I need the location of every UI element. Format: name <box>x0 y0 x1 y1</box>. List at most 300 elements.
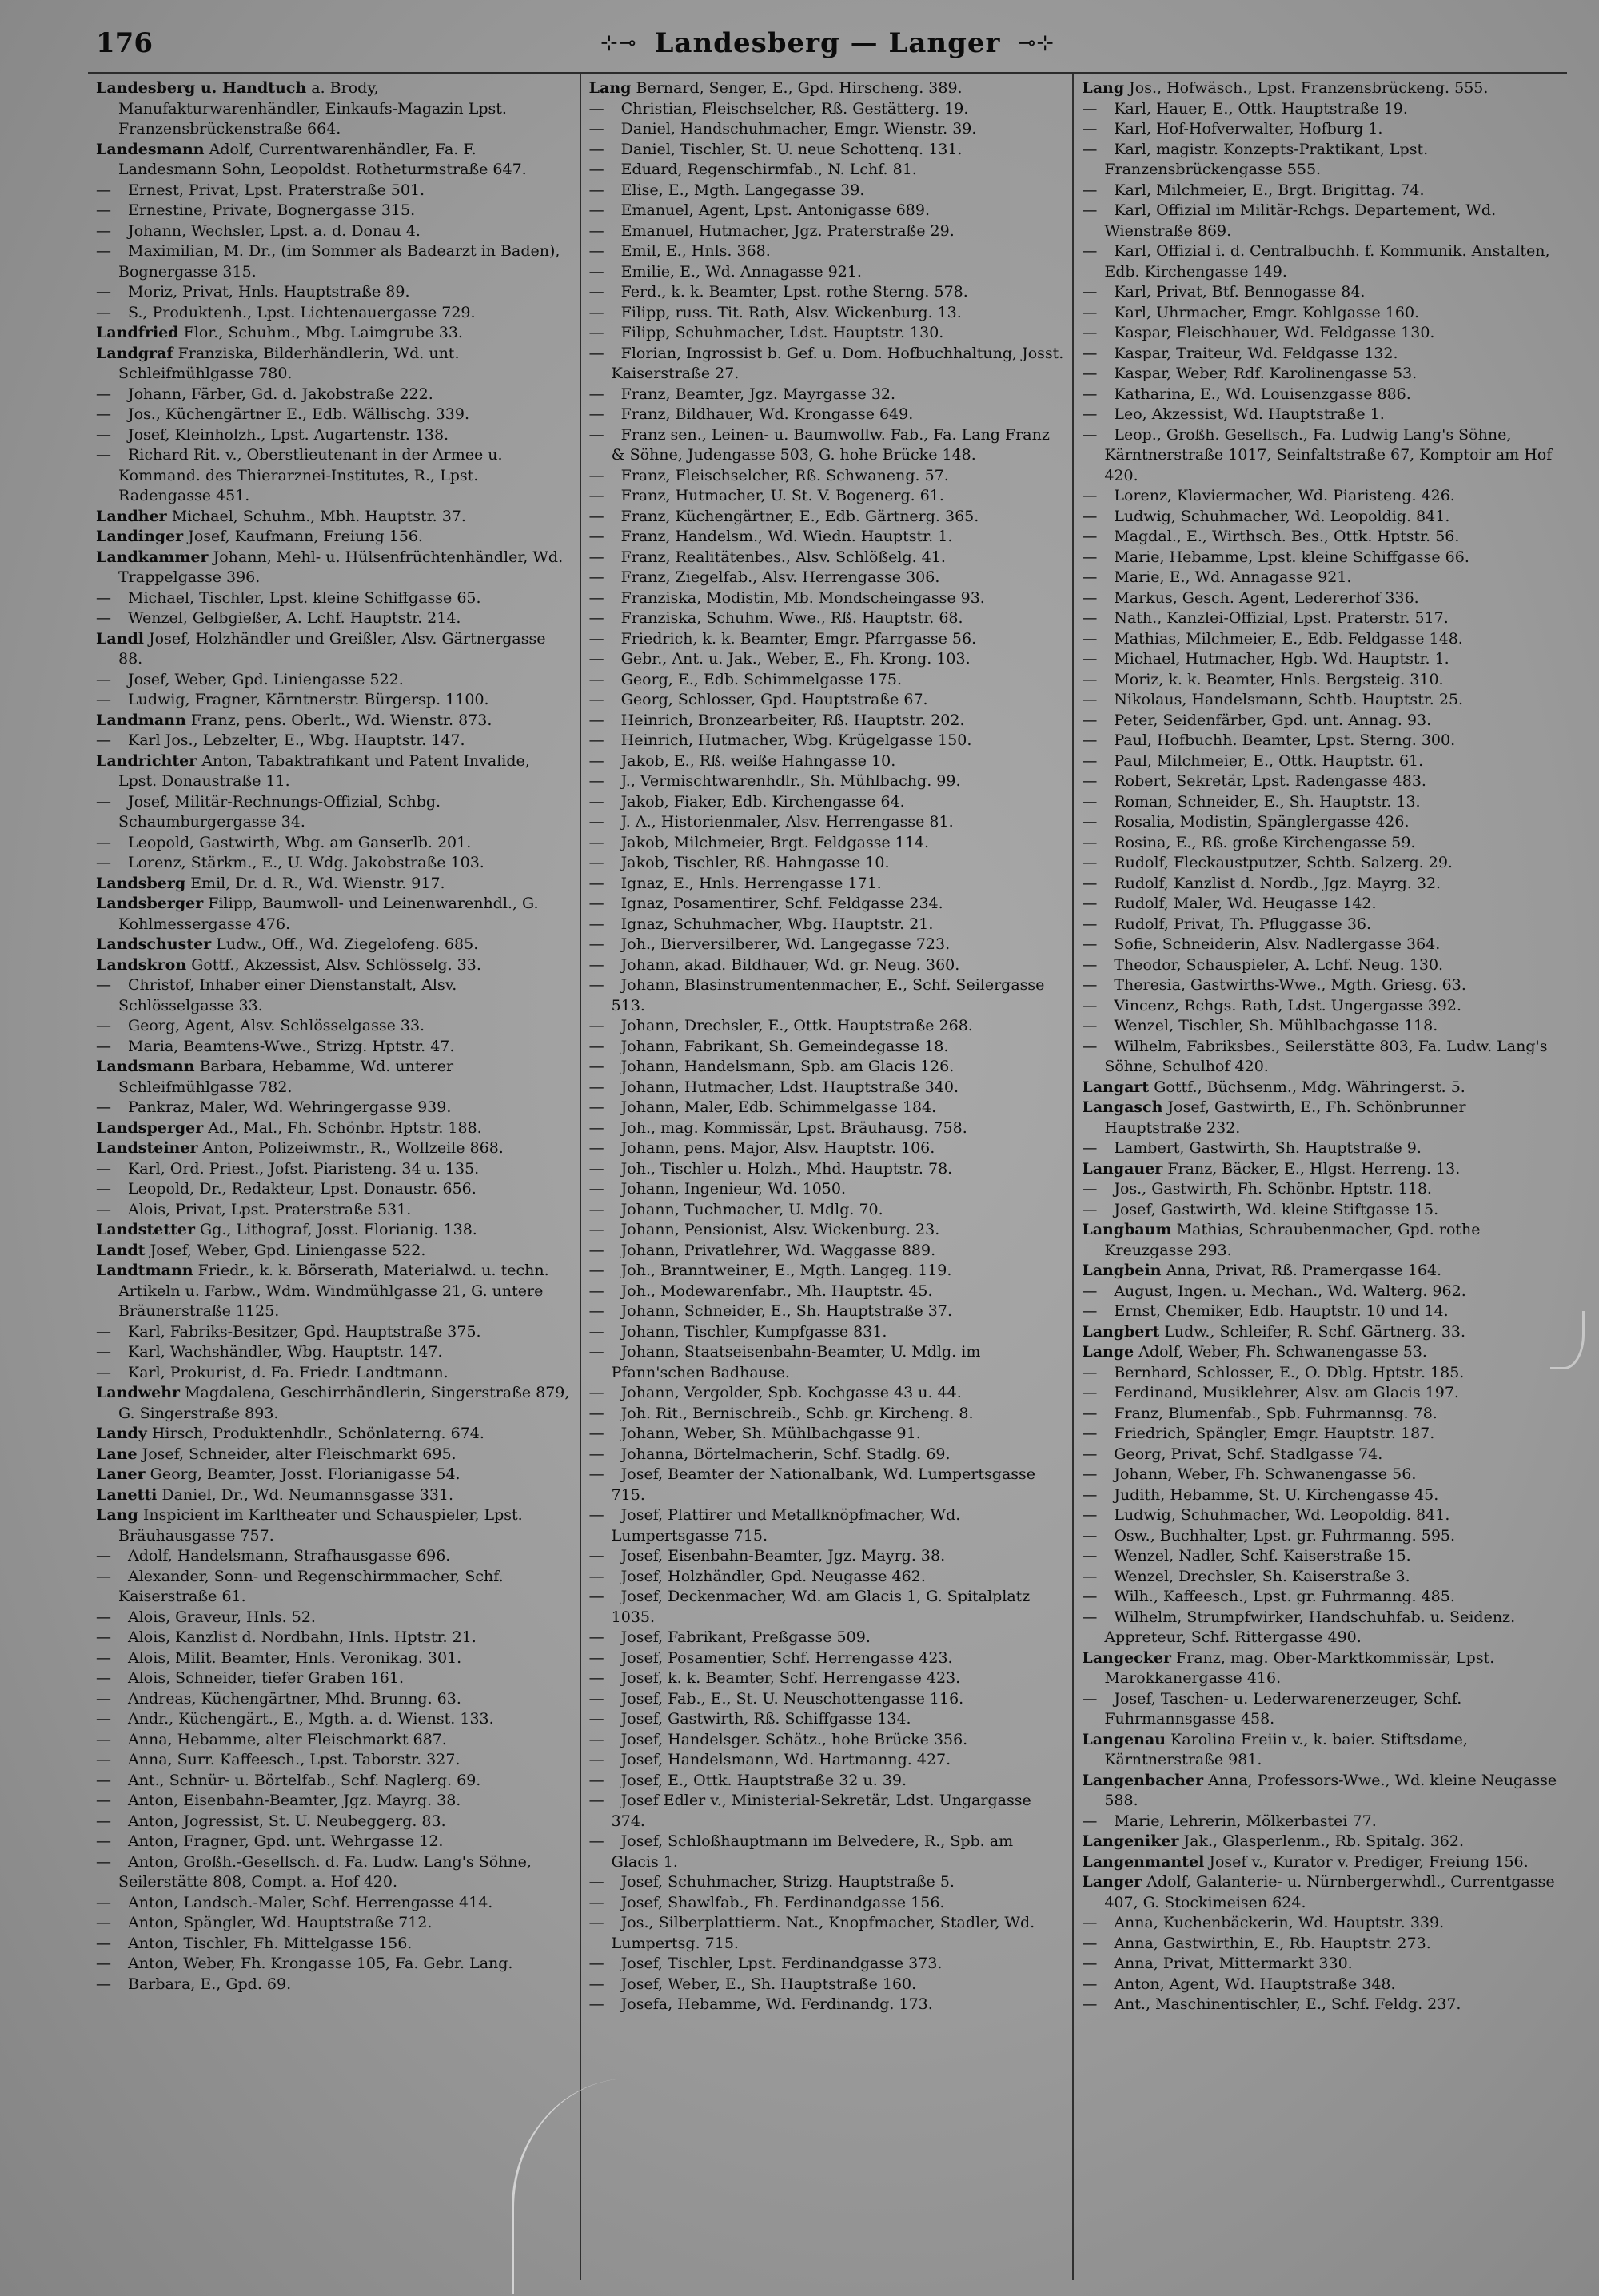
entry-text: Daniel, Handschuhmacher, Emgr. Wienstr. 39. <box>620 120 977 138</box>
entry-surname: Landskron <box>96 955 187 974</box>
directory-entry <box>1082 792 1559 813</box>
ditto-dash: — <box>1082 1139 1098 1157</box>
ditto-dash: — <box>588 487 604 504</box>
entry-text: Johann, Staatseisenbahn-Beamter, U. Mdlg. im Pfann'schen Badhause. <box>611 1343 981 1381</box>
page-number: 176 <box>96 27 153 59</box>
ditto-dash: — <box>588 1302 604 1320</box>
ditto-dash: — <box>588 466 604 484</box>
ditto-dash: — <box>1082 303 1098 321</box>
ditto-dash: — <box>1082 650 1098 668</box>
directory-entry <box>96 1893 572 1914</box>
entry-text: Johann, Schneider, E., Sh. Hauptstraße 37. <box>620 1302 953 1320</box>
ditto-dash: — <box>588 772 604 790</box>
entry-text: Friedrich, k. k. Beamter, Emgr. Pfarrgasse 56. <box>620 629 977 648</box>
entry-surname: Landgraf <box>96 344 173 362</box>
directory-entry <box>589 670 1065 691</box>
ditto-dash: — <box>1082 1588 1098 1605</box>
directory-entry <box>589 568 1065 588</box>
entry-text: Wenzel, Gelbgießer, A. Lchf. Hauptstr. 214. <box>128 609 461 627</box>
entry-text: Eduard, Regenschirmfab., N. Lchf. 81. <box>620 161 917 178</box>
entry-surname: Landstetter <box>96 1221 195 1238</box>
entry-text: Ferdinand, Musiklehrer, Alsv. am Glacis 197. <box>1114 1384 1459 1401</box>
ditto-dash: — <box>588 1343 604 1361</box>
entry-text: Pankraz, Maler, Wd. Wehringergasse 939. <box>128 1098 452 1116</box>
directory-entry <box>96 385 572 405</box>
directory-entry <box>1082 1872 1559 1913</box>
ditto-dash: — <box>588 1567 604 1585</box>
ditto-dash: — <box>588 181 604 199</box>
ditto-dash: — <box>1082 1506 1098 1524</box>
directory-entry <box>1082 1424 1559 1445</box>
directory-entry <box>589 1587 1065 1628</box>
entry-surname: Landesberg u. Handtuch <box>96 79 307 97</box>
entry-text: Johann, Pensionist, Alsv. Wickenburg. 23. <box>620 1221 940 1238</box>
entry-text: Gg., Lithograf, Josst. Florianig. 138. <box>200 1221 477 1238</box>
directory-entry <box>96 1322 572 1343</box>
ditto-dash: — <box>588 1180 604 1198</box>
entry-surname: Langart <box>1082 1078 1150 1096</box>
entry-text: Jak., Glasperlenm., Rb. Spitalg. 362. <box>1183 1832 1465 1850</box>
ditto-dash: — <box>96 609 111 627</box>
ditto-dash: — <box>1082 833 1098 851</box>
directory-entry <box>589 1567 1065 1588</box>
ditto-dash: — <box>588 1404 604 1422</box>
directory-entry <box>589 1546 1065 1567</box>
directory-entry <box>96 1485 572 1506</box>
entry-text: Josef, Kleinholzh., Lpst. Augartenstr. 138. <box>128 425 449 444</box>
ditto-dash: — <box>96 1975 111 1993</box>
entry-text: Florian, Ingrossist b. Gef. u. Dom. Hofbuchhaltung, Josst. Kaiserstraße 27. <box>611 344 1064 382</box>
entry-surname: Langecker <box>1082 1648 1172 1667</box>
entry-text: Anna, Gastwirthin, E., Rb. Hauptstr. 273. <box>1114 1934 1431 1952</box>
ditto-dash: — <box>588 507 604 525</box>
directory-entry <box>96 1200 572 1221</box>
directory-entry <box>96 1934 572 1955</box>
entry-surname: Landfried <box>96 324 179 341</box>
ditto-dash: — <box>588 691 604 708</box>
ditto-dash: — <box>1082 1812 1098 1830</box>
directory-entry <box>1082 853 1559 874</box>
entry-text: Franz sen., Leinen- u. Baumwollw. Fab., Fa. Lang Franz & Söhne, Judengasse 503, G. hohe Brücke 148. <box>611 425 1050 464</box>
directory-entry <box>589 1730 1065 1751</box>
ditto-dash: — <box>588 242 604 260</box>
directory-entry <box>96 282 572 303</box>
entry-text: Gottf., Akzessist, Alsv. Schlösselg. 33. <box>191 955 481 974</box>
directory-entry <box>96 1709 572 1730</box>
directory-entry <box>96 1465 572 1485</box>
directory-entry <box>96 1159 572 1180</box>
directory-entry <box>96 1689 572 1710</box>
entry-text: Wilh., Kaffeesch., Lpst. gr. Fuhrmanng. 485. <box>1114 1588 1455 1605</box>
entry-surname: Landher <box>96 507 167 525</box>
entry-text: Mathias, Milchmeier, E., Edb. Feldgasse 148. <box>1114 629 1463 648</box>
ditto-dash: — <box>1082 385 1098 403</box>
entry-text: Emanuel, Hutmacher, Jgz. Praterstraße 29. <box>620 221 955 240</box>
entry-text: Josef, Gastwirth, E., Fh. Schönbrunner Hauptstraße 232. <box>1104 1098 1466 1137</box>
directory-entry <box>1082 507 1559 528</box>
directory-entry <box>96 1098 572 1118</box>
entry-text: Barbara, Hebamme, Wd. unterer Schleifmühlgasse 782. <box>118 1058 454 1096</box>
entry-text: Emilie, E., Wd. Annagasse 921. <box>620 262 862 281</box>
directory-entry <box>96 1383 572 1424</box>
entry-text: August, Ingen. u. Mechan., Wd. Walterg. 962. <box>1114 1282 1466 1300</box>
directory-entry <box>96 1648 572 1669</box>
ditto-dash: — <box>96 670 111 688</box>
directory-entry <box>96 833 572 854</box>
ditto-dash: — <box>588 1037 604 1055</box>
directory-entry <box>1082 1954 1559 1975</box>
entry-text: Theodor, Schauspieler, A. Lchf. Neug. 130. <box>1114 955 1444 974</box>
ditto-dash: — <box>588 221 604 240</box>
directory-entry <box>589 221 1065 242</box>
entry-text: Jos., Hofwäsch., Lpst. Franzensbrückeng. 555. <box>1129 79 1489 97</box>
entry-surname: Landtmann <box>96 1262 193 1279</box>
directory-entry <box>589 1383 1065 1404</box>
ditto-dash: — <box>588 1547 604 1565</box>
ditto-dash: — <box>588 1465 604 1483</box>
directory-entry <box>1082 711 1559 731</box>
ditto-dash: — <box>1082 1200 1098 1218</box>
ditto-dash: — <box>96 1955 111 1972</box>
ditto-dash: — <box>588 1955 604 1972</box>
directory-entry <box>96 955 572 976</box>
entry-text: Andreas, Küchengärtner, Mhd. Brunng. 63. <box>128 1689 461 1708</box>
directory-entry <box>589 792 1065 813</box>
directory-entry <box>589 1179 1065 1200</box>
entry-surname: Lange <box>1082 1343 1134 1361</box>
ditto-dash: — <box>1082 1526 1098 1545</box>
entry-text: Josef, Handelsmann, Wd. Hartmanng. 427. <box>620 1751 951 1768</box>
entry-text: Adolf, Currentwarenhändler, Fa. F. Landesmann Sohn, Leopoldst. Rotheturmstraße 647. <box>118 140 527 178</box>
ditto-dash: — <box>588 1078 604 1096</box>
ditto-dash: — <box>1082 1608 1098 1626</box>
directory-entry <box>589 1098 1065 1118</box>
entry-text: Jakob, E., Rß. weiße Hahngasse 10. <box>620 751 896 770</box>
ditto-dash: — <box>1082 1485 1098 1504</box>
ditto-dash: — <box>96 691 111 708</box>
ditto-dash: — <box>1082 691 1098 708</box>
entry-text: Franz, Hutmacher, U. St. V. Bogenerg. 61. <box>620 487 944 504</box>
directory-entry <box>589 915 1065 935</box>
entry-text: Magdal., E., Wirthsch. Bes., Ottk. Hptstr. 56. <box>1114 528 1460 545</box>
directory-entry <box>589 1424 1065 1445</box>
directory-entry <box>1082 1526 1559 1547</box>
entry-text: Karl Jos., Lebzelter, E., Wbg. Hauptstr. 147. <box>128 731 465 749</box>
directory-entry <box>589 1893 1065 1914</box>
entry-surname: Langbaum <box>1082 1221 1172 1238</box>
directory-entry <box>96 425 572 446</box>
directory-entry <box>1082 1465 1559 1485</box>
entry-text: Josef, Schloßhauptmann im Belvedere, R., Spb. am Glacis 1. <box>611 1832 1014 1871</box>
entry-text: Josef, Weber, Gpd. Liniengasse 522. <box>128 670 404 688</box>
entry-text: Jos., Silberplattierm. Nat., Knopfmacher, Stadler, Wd. Lumpertsg. 715. <box>611 1914 1035 1952</box>
ditto-dash: — <box>588 1669 604 1687</box>
entry-text: Friedr., k. k. Börserath, Materialwd. u. techn. Artikeln u. Farbw., Wdm. Windmühlgasse 21, G. untere Bräunerstraße 1125. <box>118 1262 549 1320</box>
directory-entry <box>96 78 572 140</box>
entry-text: Kaspar, Fleischhauer, Wd. Feldgasse 130. <box>1114 324 1435 341</box>
ditto-dash: — <box>1082 915 1098 933</box>
entry-surname: Landt <box>96 1241 146 1259</box>
directory-entry <box>589 874 1065 895</box>
directory-entry <box>96 1628 572 1648</box>
directory-entry <box>589 507 1065 528</box>
ditto-dash: — <box>96 854 111 871</box>
ditto-dash: — <box>588 1730 604 1748</box>
entry-text: Karl, Ord. Priest., Jofst. Piaristeng. 34 u. 135. <box>128 1159 480 1178</box>
entry-text: Karl, Offizial i. d. Centralbuchh. f. Kommunik. Anstalten, Edb. Kirchengasse 149. <box>1104 242 1550 281</box>
entry-text: Lorenz, Klaviermacher, Wd. Piaristeng. 426. <box>1114 487 1455 504</box>
ditto-dash: — <box>96 242 111 260</box>
ditto-dash: — <box>588 955 604 974</box>
directory-entry <box>1082 833 1559 854</box>
ditto-dash: — <box>1082 1363 1098 1381</box>
directory-entry <box>589 282 1065 303</box>
directory-entry <box>96 1975 572 1995</box>
entry-text: Johanna, Börtelmacherin, Schf. Stadlg. 69. <box>620 1445 951 1463</box>
directory-entry <box>1082 1975 1559 1995</box>
directory-entry <box>96 405 572 425</box>
entry-text: Joh., Bierversilberer, Wd. Langegasse 723. <box>620 935 951 953</box>
directory-entry <box>1082 405 1559 425</box>
entry-surname: Landrichter <box>96 751 197 770</box>
entry-surname: Landmann <box>96 711 186 729</box>
entry-text: Franz, Realitätenbes., Alsv. Schlößelg. 41. <box>620 548 946 566</box>
ditto-dash: — <box>588 1873 604 1891</box>
entry-surname: Landsperger <box>96 1118 204 1137</box>
entry-text: Josef, Kaufmann, Freiung 156. <box>188 528 423 545</box>
directory-entry <box>589 1322 1065 1343</box>
directory-entry <box>589 1628 1065 1648</box>
directory-entry <box>1082 955 1559 976</box>
directory-entry <box>589 751 1065 772</box>
ditto-dash: — <box>588 1118 604 1137</box>
entry-text: Michael, Schuhm., Mbh. Hauptstr. 37. <box>171 507 466 525</box>
entry-text: Josef, Militär-Rechnungs-Offizial, Schbg. Schaumburgergasse 34. <box>118 792 441 831</box>
directory-entry <box>589 1505 1065 1546</box>
directory-entry <box>1082 385 1559 405</box>
directory-entry <box>1082 1546 1559 1567</box>
entry-text: Anna, Hebamme, alter Fleischmarkt 687. <box>128 1730 447 1748</box>
entry-surname: Langenau <box>1082 1730 1166 1748</box>
ditto-dash: — <box>588 1322 604 1341</box>
entry-text: Maria, Beamtens-Wwe., Strizg. Hptstr. 47. <box>128 1037 455 1055</box>
directory-entry <box>589 1648 1065 1669</box>
directory-entry <box>96 894 572 935</box>
directory-entry <box>96 1241 572 1262</box>
ditto-dash: — <box>588 405 604 423</box>
entry-text: Nikolaus, Handelsmann, Schtb. Hauptstr. 25. <box>1114 691 1464 708</box>
entry-text: Johann, Wechsler, Lpst. a. d. Donau 4. <box>128 221 421 240</box>
directory-entry <box>1082 201 1559 241</box>
ditto-dash: — <box>96 1200 111 1218</box>
entry-text: Hirsch, Produktenhdlr., Schönlaterng. 674. <box>151 1425 484 1442</box>
entry-surname: Lang <box>588 79 632 97</box>
entry-surname: Langauer <box>1082 1159 1163 1178</box>
ditto-dash: — <box>96 1792 111 1809</box>
entry-text: J. A., Historienmaler, Alsv. Herrengasse 81. <box>620 813 954 831</box>
directory-entry <box>1082 1342 1559 1363</box>
entry-surname: Lane <box>96 1445 138 1463</box>
directory-entry <box>96 935 572 955</box>
ditto-dash: — <box>1082 1995 1098 2013</box>
entry-text: Georg, Agent, Alsv. Schlösselgasse 33. <box>128 1017 425 1034</box>
ditto-dash: — <box>1082 120 1098 138</box>
entry-surname: Landsberg <box>96 874 186 892</box>
ditto-dash: — <box>1082 1384 1098 1401</box>
directory-entry <box>1082 670 1559 691</box>
ditto-dash: — <box>588 1995 604 2013</box>
ditto-dash: — <box>1082 588 1098 607</box>
ditto-dash: — <box>1082 1037 1098 1055</box>
entry-text: Anton, Jogressist, St. U. Neubeggerg. 83. <box>128 1812 446 1830</box>
entry-text: Anton, Weber, Fh. Krongasse 105, Fa. Gebr. Lang. <box>128 1955 513 1972</box>
directory-entry <box>96 303 572 324</box>
ditto-dash: — <box>588 1445 604 1463</box>
ditto-dash: — <box>588 976 604 994</box>
ditto-dash: — <box>588 1384 604 1401</box>
ditto-dash: — <box>96 181 111 199</box>
entry-text: Leop., Großh. Gesellsch., Fa. Ludwig Lang's Söhne, Kärntnerstraße 1017, Seinfaltstraße 67, Komptoir am Hof 420. <box>1104 425 1553 484</box>
directory-entry <box>1082 1200 1559 1221</box>
entry-text: Theresia, Gastwirths-Wwe., Mgth. Griesg. 63. <box>1114 976 1466 994</box>
ditto-dash: — <box>588 528 604 545</box>
ditto-dash: — <box>96 1608 111 1626</box>
directory-entry <box>96 853 572 874</box>
entry-text: Filipp, russ. Tit. Rath, Alsv. Wickenburg. 13. <box>620 303 962 321</box>
entry-text: Johann, Hutmacher, Ldst. Hauptstraße 340. <box>620 1078 959 1096</box>
ditto-dash: — <box>1082 629 1098 648</box>
entry-text: Paul, Milchmeier, E., Ottk. Hauptstr. 61. <box>1114 751 1424 770</box>
directory-entry <box>589 608 1065 629</box>
entry-text: Rudolf, Maler, Wd. Heugasse 142. <box>1114 895 1377 912</box>
entry-text: Ad., Mal., Fh. Schönbr. Hptstr. 188. <box>208 1118 482 1137</box>
directory-entry <box>589 160 1065 181</box>
directory-entry <box>96 1832 572 1852</box>
ditto-dash: — <box>588 1139 604 1157</box>
directory-entry <box>1082 1689 1559 1730</box>
ditto-dash: — <box>1082 1914 1098 1931</box>
entry-surname: Langenmantel <box>1082 1852 1205 1871</box>
directory-entry <box>1082 1138 1559 1159</box>
directory-entry <box>96 201 572 221</box>
ditto-dash: — <box>96 1893 111 1911</box>
ditto-dash: — <box>588 1017 604 1034</box>
entry-surname: Landinger <box>96 528 184 545</box>
entry-text: Johann, Ingenieur, Wd. 1050. <box>620 1180 847 1198</box>
directory-entry <box>1082 588 1559 609</box>
ditto-dash: — <box>1082 772 1098 790</box>
directory-entry <box>589 201 1065 221</box>
ditto-dash: — <box>96 1322 111 1341</box>
ditto-dash: — <box>588 161 604 178</box>
entry-text: Moriz, k. k. Beamter, Hnls. Bergsteig. 310. <box>1114 670 1444 688</box>
directory-entry <box>589 181 1065 201</box>
entry-text: Peter, Seidenfärber, Gpd. unt. Annag. 93. <box>1114 711 1432 729</box>
ditto-dash: — <box>588 1893 604 1911</box>
entry-text: Joh. Rit., Bernischreib., Schb. gr. Kircheng. 8. <box>620 1404 974 1422</box>
ditto-dash: — <box>588 670 604 688</box>
entry-text: Ludw., Schleifer, R. Schf. Gärtnerg. 33. <box>1164 1322 1466 1341</box>
ditto-dash: — <box>1082 609 1098 627</box>
directory-entry <box>96 1057 572 1098</box>
entry-text: Johann, Maler, Edb. Schimmelgasse 184. <box>620 1098 937 1116</box>
ditto-dash: — <box>588 751 604 770</box>
directory-entry <box>96 1505 572 1546</box>
entry-text: Karl, Hauer, E., Ottk. Hauptstraße 19. <box>1114 99 1408 118</box>
entry-text: Marie, Lehrerin, Mölkerbastei 77. <box>1114 1812 1377 1830</box>
ditto-dash: — <box>588 813 604 831</box>
ditto-dash: — <box>96 588 111 607</box>
entry-text: Elise, E., Mgth. Langegasse 39. <box>620 181 865 199</box>
entry-text: Alois, Privat, Lpst. Praterstraße 531. <box>128 1200 412 1218</box>
entry-text: Ludwig, Schuhmacher, Wd. Leopoldig. 841. <box>1114 1506 1450 1524</box>
entry-text: Kaspar, Traiteur, Wd. Feldgasse 132. <box>1114 344 1398 362</box>
entry-text: Anna, Professors-Wwe., Wd. kleine Neugasse 588. <box>1104 1771 1557 1809</box>
entry-text: Josef, Weber, E., Sh. Hauptstraße 160. <box>620 1975 917 1993</box>
entry-text: Josef, Gastwirth, Wd. kleine Stiftgasse 15. <box>1114 1200 1439 1218</box>
ornament-left-icon: ⊹⊸ <box>600 31 637 55</box>
directory-entry <box>589 1159 1065 1180</box>
ditto-dash: — <box>96 1180 111 1198</box>
directory-entry <box>1082 1913 1559 1934</box>
entry-text: a. Brody, Manufakturwarenhändler, Einkaufs-Magazin Lpst. Franzensbrückenstraße 664. <box>118 79 507 138</box>
entry-text: Josef, Schuhmacher, Strizg. Hauptstraße 5. <box>620 1873 955 1891</box>
ditto-dash: — <box>1082 792 1098 811</box>
ditto-dash: — <box>588 1241 604 1259</box>
entry-text: Kaspar, Weber, Rdf. Karolinengasse 53. <box>1114 365 1418 382</box>
entry-text: Daniel, Tischler, St. U. neue Schottenq. 131. <box>620 140 963 158</box>
entry-text: Josef, Holzhändler, Gpd. Neugasse 462. <box>620 1567 926 1585</box>
directory-entry <box>96 181 572 201</box>
directory-entry <box>96 344 572 385</box>
ditto-dash: — <box>1082 1955 1098 1972</box>
directory-entry <box>96 1812 572 1832</box>
entry-surname: Lang <box>96 1506 138 1524</box>
directory-entry <box>1082 649 1559 670</box>
entry-text: Josef, Holzhändler und Greißler, Alsv. Gärtnergasse 88. <box>118 629 546 668</box>
directory-entry <box>1082 1771 1559 1812</box>
entry-text: Johann, Mehl- u. Hülsenfrüchtenhändler, Wd. Trappelgasse 396. <box>118 548 564 586</box>
ditto-dash: — <box>96 1710 111 1728</box>
ditto-dash: — <box>1082 1282 1098 1300</box>
ditto-dash: — <box>96 1098 111 1116</box>
entry-text: Josef, Gastwirth, Rß. Schiffgasse 134. <box>620 1710 911 1728</box>
ornament-right-icon: ⊸⊹ <box>1018 31 1055 55</box>
ditto-dash: — <box>1082 813 1098 831</box>
entry-text: Anton, Landsch.-Maler, Schf. Herrengasse 414. <box>128 1893 493 1911</box>
entry-text: Nath., Kanzlei-Offizial, Lpst. Praterstr. 517. <box>1114 609 1449 627</box>
entry-text: Rosina, E., Rß. große Kirchengasse 59. <box>1114 833 1416 851</box>
entry-text: Joh., mag. Kommissär, Lpst. Bräuhausg. 758. <box>620 1118 967 1137</box>
directory-entry <box>96 527 572 548</box>
directory-entry <box>589 1078 1065 1098</box>
ditto-dash: — <box>96 976 111 994</box>
directory-entry <box>589 425 1065 466</box>
directory-entry <box>589 241 1065 262</box>
ditto-dash: — <box>96 1751 111 1768</box>
directory-entry <box>96 731 572 751</box>
ditto-dash: — <box>1082 548 1098 566</box>
entry-text: Karl, Fabriks-Besitzer, Gpd. Hauptstraße 375. <box>128 1322 481 1341</box>
directory-entry <box>96 1852 572 1893</box>
directory-entry <box>1082 1730 1559 1771</box>
directory-entry <box>1082 751 1559 772</box>
directory-entry <box>1082 568 1559 588</box>
directory-entry <box>589 1750 1065 1771</box>
page-title: Landesberg — Langer <box>654 27 1001 59</box>
directory-entry <box>1082 629 1559 650</box>
entry-text: Rudolf, Fleckaustputzer, Schtb. Salzerg. 29. <box>1114 854 1453 871</box>
